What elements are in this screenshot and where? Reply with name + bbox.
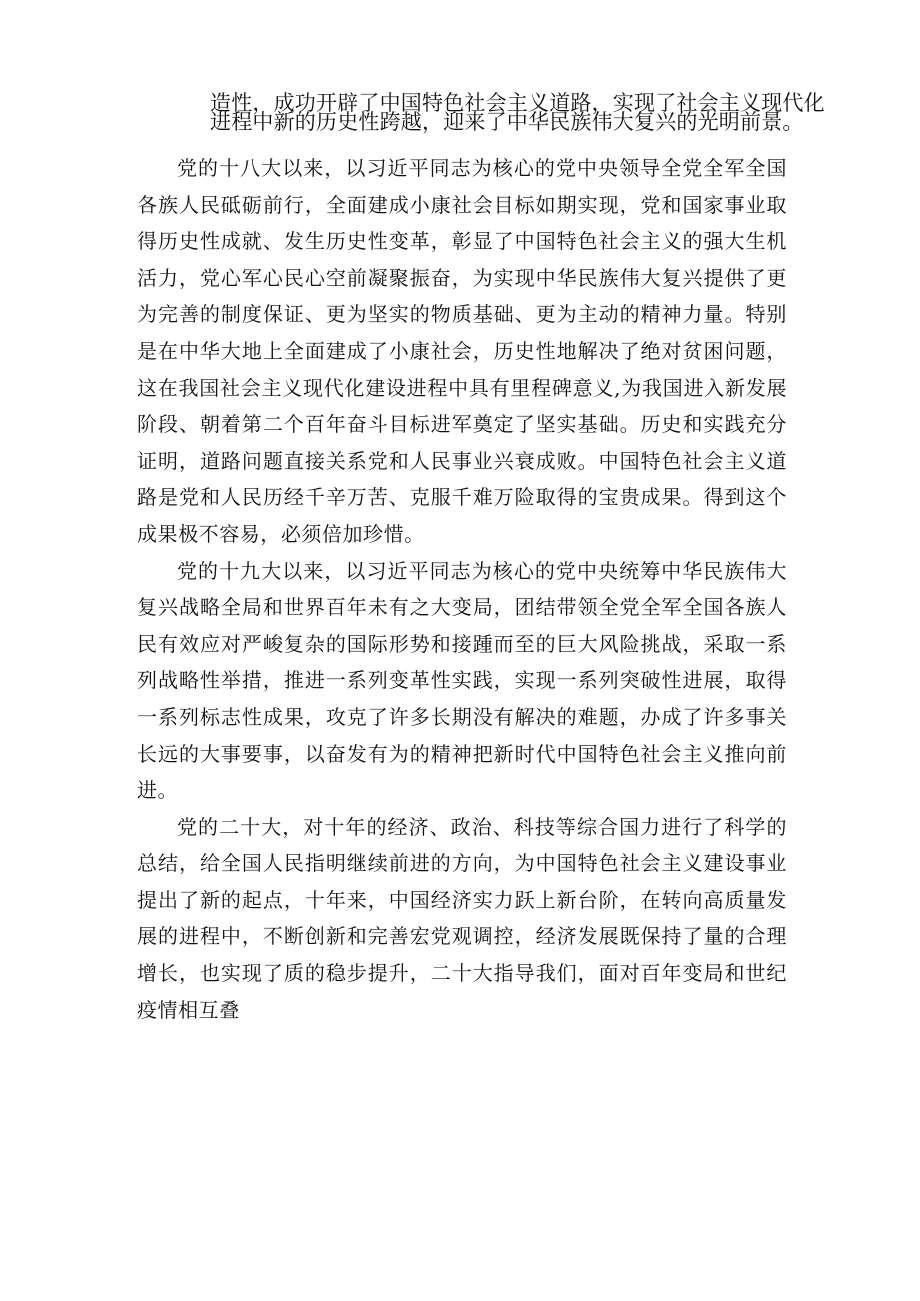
text-line: 进程中新的历史性跨越，迎来了中华民族伟大复兴的光明前景。 <box>210 110 804 134</box>
text-line: 造性，成功开辟了中国特色社会主义道路，实现了社会主义现代化 <box>210 91 825 115</box>
paragraph-18th-congress: 党的十八大以来，以习近平同志为核心的党中央领导全党全军全国各族人民砥砺前行，全面建成小康社会目标如期实现，党和国家事业取得历史性成就、发生历史性变革，彰显了中国特色社会主义的强大生机活力，党心军心民心空前凝聚振奋，为实现中华民族伟大复兴提供了更为完善的制度保证、更为坚实的物质基础、更为主动的精神力量。特别是在中华大地上全面建成了小康社会，历史性地解决了绝对贫困问题，这在我国社会主义现代化建设进程中具有里程碑意义,为我国进入新发展阶段、朝着第二个百年奋斗目标进军奠定了坚实基础。历史和实践充分证明，道路问题直接关系党和人民事业兴衰成败。中国特色社会主义道路是党和人民历经千辛万苦、克服千难万险取得的宝贵成果。得到这个成果极不容易，必须倍加珍惜。 <box>137 156 787 546</box>
continued-paragraph <box>210 91 825 134</box>
paragraph-20th-congress: 党的二十大，对十年的经济、政治、科技等综合国力进行了科学的总结，给全国人民指明继续前进的方向，为中国特色社会主义建设事业提出了新的起点，十年来，中国经济实力跃上新台阶，在转向高质量发展的进程中，不断创新和完善宏党观调控，经济发展既保持了量的合理增长，也实现了质的稳步提升，二十大指导我们，面对百年变局和世纪疫情相互叠 <box>137 814 787 1022</box>
document-body <box>137 150 787 1028</box>
paragraph-19th-congress: 党的十九大以来，以习近平同志为核心的党中央统筹中华民族伟大复兴战略全局和世界百年未有之大变局，团结带领全党全军全国各族人民有效应对严峻复杂的国际形势和接踵而至的巨大风险挑战，采取一系列战略性举措，推进一系列变革性实践，实现一系列突破性进展，取得一系列标志性成果，攻克了许多长期没有解决的难题，办成了许多事关长远的大事要事，以奋发有为的精神把新时代中国特色社会主义推向前进。 <box>137 558 787 803</box>
